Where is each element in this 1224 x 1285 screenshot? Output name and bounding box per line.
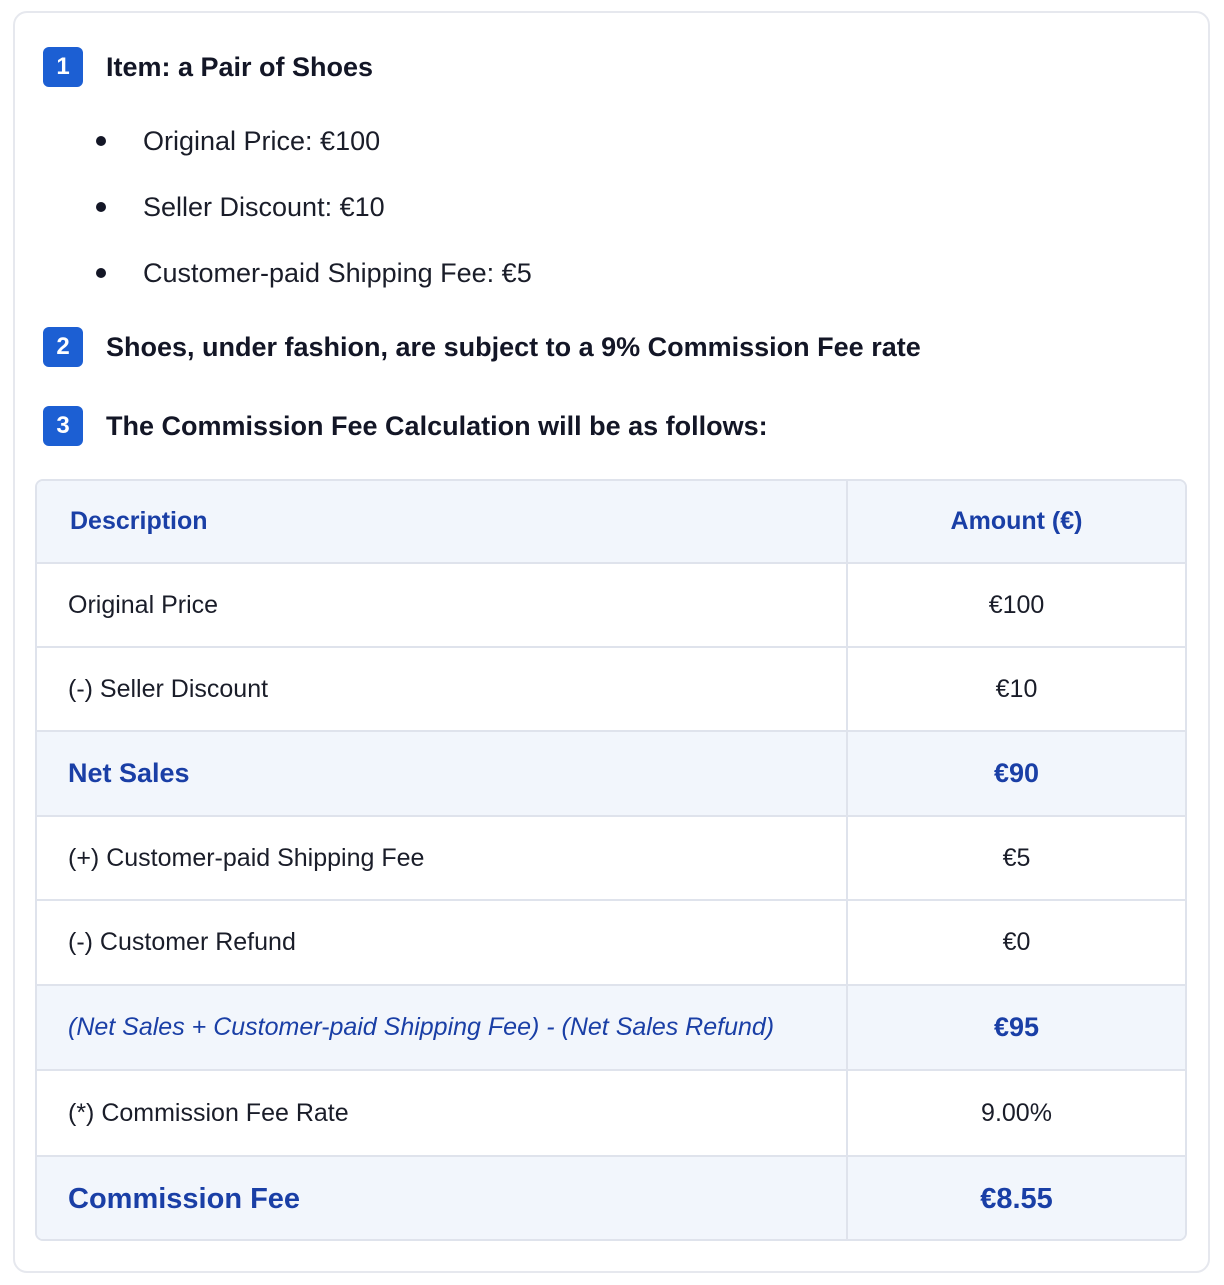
row-description: (-) Seller Discount	[37, 648, 848, 730]
header-description: Description	[37, 481, 848, 562]
commission-fee-table	[35, 479, 1187, 1241]
bullet-dot-icon	[96, 268, 106, 278]
row-amount: €90	[993, 758, 1040, 788]
step-2	[43, 327, 921, 367]
list-item	[96, 240, 532, 306]
row-amount: 9.00%	[981, 1098, 1052, 1127]
step-1-text: Item: a Pair of Shoes	[106, 51, 374, 82]
item-shipping-fee: Customer-paid Shipping Fee: €5	[143, 257, 532, 288]
row-description: (*) Commission Fee Rate	[37, 1071, 848, 1155]
table-row	[37, 648, 1185, 732]
bullet-dot-icon	[96, 136, 106, 146]
step-3-badge: 3	[43, 406, 83, 446]
item-seller-discount: Seller Discount: €10	[143, 191, 385, 222]
row-amount: €10	[995, 674, 1038, 703]
step-3-text: The Commission Fee Calculation will be as follows:	[106, 410, 768, 441]
table-row	[37, 1071, 1185, 1157]
row-description: Commission Fee	[37, 1157, 848, 1241]
commission-fee-row	[37, 1157, 1185, 1241]
row-description: Net Sales	[37, 732, 848, 815]
item-original-price: Original Price: €100	[143, 125, 381, 156]
formula-row	[37, 986, 1185, 1071]
row-description: (+) Customer-paid Shipping Fee	[37, 817, 848, 899]
bullet-dot-icon	[96, 202, 106, 212]
table-row	[37, 901, 1185, 986]
step-1-badge: 1	[43, 47, 83, 87]
item-details-list	[96, 108, 532, 306]
row-description: (-) Customer Refund	[37, 901, 848, 984]
step-2-badge: 2	[43, 327, 83, 367]
row-amount: €5	[1002, 843, 1031, 872]
header-amount: Amount (€)	[950, 507, 1083, 535]
net-sales-row	[37, 732, 1185, 817]
step-1	[43, 47, 373, 87]
row-amount: €100	[988, 590, 1045, 619]
row-description: Original Price	[37, 564, 848, 646]
row-amount: €8.55	[980, 1182, 1053, 1215]
step-3	[43, 406, 768, 446]
list-item	[96, 174, 532, 240]
table-row	[37, 817, 1185, 901]
row-amount: €95	[993, 1012, 1040, 1042]
table-row	[37, 564, 1185, 648]
row-description: (Net Sales + Customer-paid Shipping Fee) - (Net Sales Refund)	[37, 986, 848, 1069]
table-header-row	[37, 481, 1185, 564]
row-amount: €0	[1002, 928, 1031, 956]
list-item	[96, 108, 532, 174]
step-2-text: Shoes, under fashion, are subject to a 9% Commission Fee rate	[106, 331, 921, 362]
